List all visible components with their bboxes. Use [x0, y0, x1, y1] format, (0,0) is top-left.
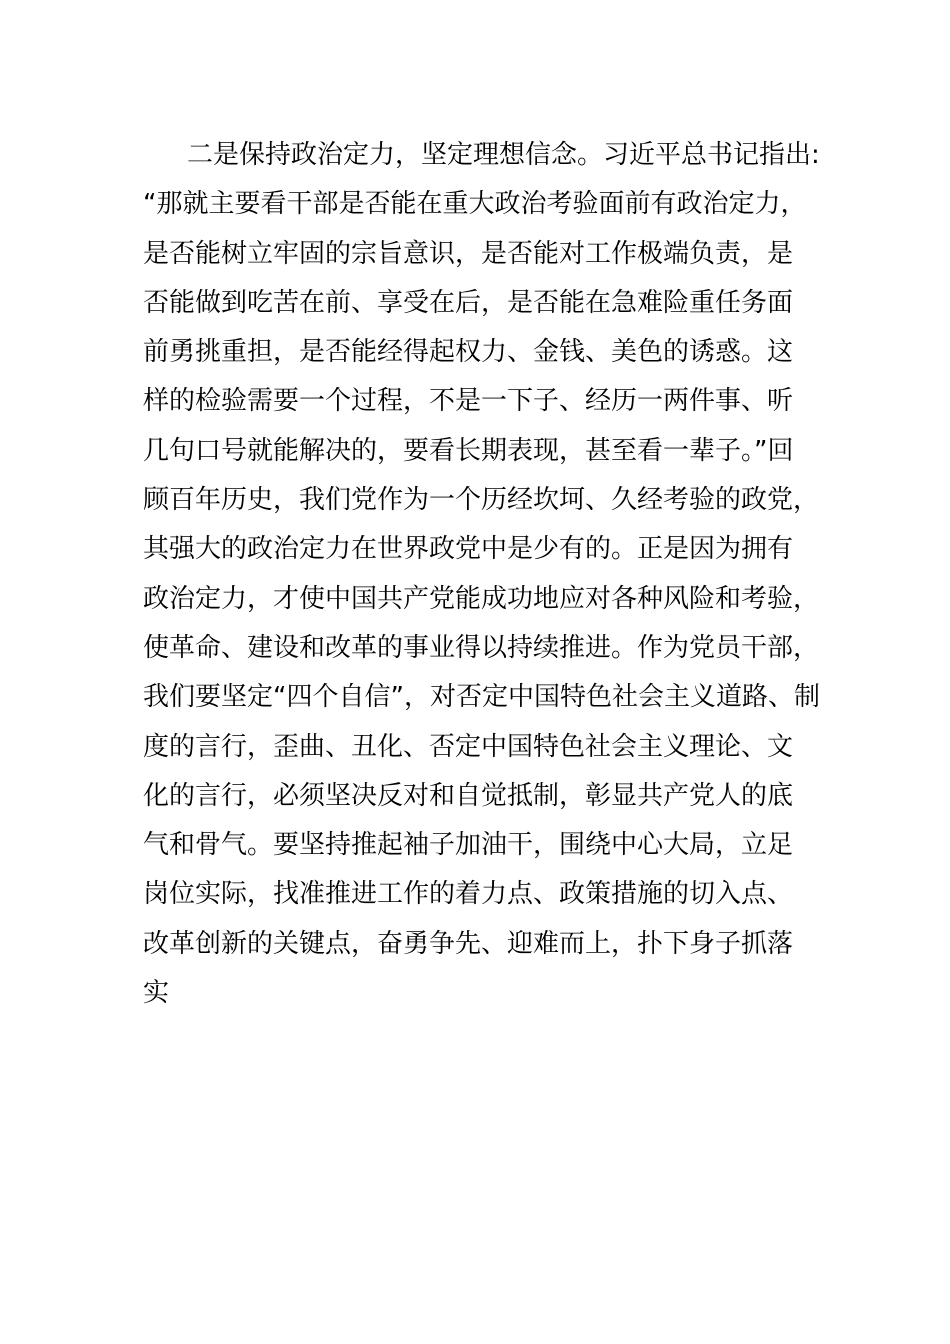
paragraph-line-11: 使革命、建设和改革的事业得以持续推进。作为党员干部，	[143, 632, 820, 663]
paragraph-line-18: 实	[143, 978, 170, 1009]
paragraph-line-4: 否能做到吃苦在前、享受在后，是否能在急难险重任务面	[143, 287, 794, 318]
paragraph-line-13: 度的言行，歪曲、丑化、否定中国特色社会主义理论、文	[143, 731, 794, 762]
paragraph-line-14: 化的言行，必须坚决反对和自觉抵制，彰显共产党人的底	[143, 780, 794, 811]
paragraph-line-1: 二是保持政治定力，坚定理想信念。习近平总书记指出:	[187, 140, 820, 170]
paragraph-line-16: 岗位实际，找准推进工作的着力点、政策措施的切入点、	[143, 879, 794, 910]
paragraph-line-3: 是否能树立牢固的宗旨意识，是否能对工作极端负责，是	[143, 238, 794, 269]
paragraph-line-15: 气和骨气。要坚持推起袖子加油干，围绕中心大局，立足	[143, 830, 794, 861]
paragraph-line-5: 前勇挑重担，是否能经得起权力、金钱、美色的诱惑。这	[143, 337, 794, 368]
paragraph-line-7: 几句口号就能解决的，要看长期表现，甚至看一辈子。”回	[143, 435, 794, 466]
paragraph-line-8: 顾百年历史，我们党作为一个历经坎坷、久经考验的政党，	[143, 485, 820, 516]
paragraph-line-12: 我们要坚定“四个自信”，对否定中国特色社会主义道路、制	[143, 682, 820, 713]
body-paragraph	[143, 131, 823, 1018]
paragraph-line-2: “那就主要看干部是否能在重大政治考验面前有政治定力，	[143, 189, 807, 220]
paragraph-line-17: 改革创新的关键点，奋勇争先、迎难而上，扑下身子抓落	[143, 928, 794, 959]
paragraph-line-9: 其强大的政治定力在世界政党中是少有的。正是因为拥有	[143, 534, 794, 565]
paragraph-line-10: 政治定力，才使中国共产党能成功地应对各种风险和考验，	[143, 583, 820, 614]
paragraph-line-6: 样的检验需要一个过程，不是一下子、经历一两件事、听	[143, 386, 794, 417]
